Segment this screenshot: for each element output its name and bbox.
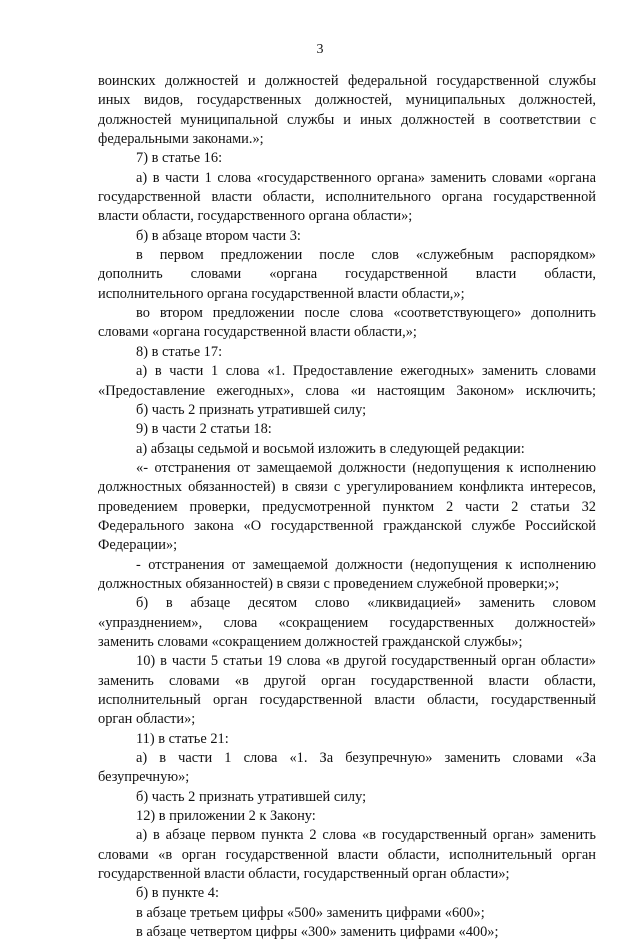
text-line: федеральными законами.»; <box>98 131 264 148</box>
text-line: а) абзацы седьмой и восьмой изложить в следующей редакции: <box>136 440 525 457</box>
text-line: 10) в части 5 статьи 19 слова «в другой государственный орган области» <box>136 653 596 670</box>
text-line: должностных обязанностей) в связи с урегулированием конфликта интересов, <box>98 479 596 496</box>
text-line: а) в абзаце первом пункта 2 слова «в государственный орган» заменить <box>136 827 596 844</box>
text-line: а) в части 1 слова «государственного органа» заменить словами «органа <box>136 169 596 186</box>
text-line: 11) в статье 21: <box>136 730 229 747</box>
text-line: «упразднением», слова «сокращением государственных должностей» <box>98 614 596 631</box>
text-line: во втором предложении после слова «соответствующего» дополнить <box>136 305 596 322</box>
text-line: «- отстранения от замещаемой должности (недопущения к исполнению <box>136 459 596 476</box>
text-line: государственной власти области, исполнительного органа государственной <box>98 189 596 206</box>
text-line: государственной власти области, государственный орган области»; <box>98 866 510 883</box>
text-line: заменить словами «сокращением должностей гражданской службы»; <box>98 633 523 650</box>
text-line: власти области, государственного органа области»; <box>98 208 413 225</box>
text-line: словами «в орган государственной власти области, исполнительный орган <box>98 846 596 863</box>
text-line: исполнительный орган государственной власти области, государственный <box>98 692 596 708</box>
text-line: б) в абзаце десятом слово «ликвидацией» заменить словом <box>136 595 596 612</box>
text-line: 8) в статье 17: <box>136 343 223 360</box>
text-line: в абзаце третьем цифры «500» заменить цифрами «600»; <box>136 904 485 921</box>
text-line: в первом предложении после слов «служебным распорядком» <box>136 247 596 264</box>
text-line: дополнить словами «органа государственной власти области, <box>98 266 596 283</box>
text-line: Федерации»; <box>98 537 178 554</box>
text-line: Федерального закона «О государственной гражданской службе Российской <box>98 517 596 534</box>
text-line: словами «органа государственной власти области,»; <box>98 324 417 341</box>
text-line: иных видов, государственных должностей, муниципальных должностей, <box>98 92 596 109</box>
text-line: б) в абзаце втором части 3: <box>136 227 301 244</box>
text-line: а) в части 1 слова «1. За безупречную» заменить словами «За <box>136 750 596 767</box>
text-line: исполнительного органа государственной власти области,»; <box>98 285 465 302</box>
text-line: б) в пункте 4: <box>136 885 219 902</box>
text-line: а) в части 1 слова «1. Предоставление ежегодных» заменить словами <box>136 363 596 380</box>
text-line: - отстранения от замещаемой должности (недопущения к исполнению <box>136 556 596 573</box>
text-line: 9) в части 2 статьи 18: <box>136 421 272 438</box>
document-body <box>98 72 596 942</box>
text-line: должностных обязанностей) в связи с проведением служебной проверки;»; <box>98 575 560 592</box>
text-line: 12) в приложении 2 к Закону: <box>136 808 316 825</box>
text-line: б) часть 2 признать утратившей силу; <box>136 788 367 805</box>
text-line: «Предоставление ежегодных», слова «и настоящим Законом» исключить; <box>98 382 596 399</box>
text-line: воинских должностей и должностей федеральной государственной службы <box>98 73 596 89</box>
text-line: проведением проверки, предусмотренной пунктом 2 части 2 статьи 32 <box>98 498 596 515</box>
text-line: орган области»; <box>98 711 196 728</box>
text-line: заменить словами «в другой орган государственной власти области, <box>98 672 596 689</box>
text-line: должностей муниципальной службы и иных должностей в соответствии с <box>98 111 596 128</box>
text-line: в абзаце четвертом цифры «300» заменить цифрами «400»; <box>136 924 499 941</box>
text-line: 7) в статье 16: <box>136 150 223 167</box>
text-line: б) часть 2 признать утратившей силу; <box>136 401 367 418</box>
page-number: 3 <box>316 42 324 57</box>
text-line: безупречную»; <box>98 769 190 786</box>
